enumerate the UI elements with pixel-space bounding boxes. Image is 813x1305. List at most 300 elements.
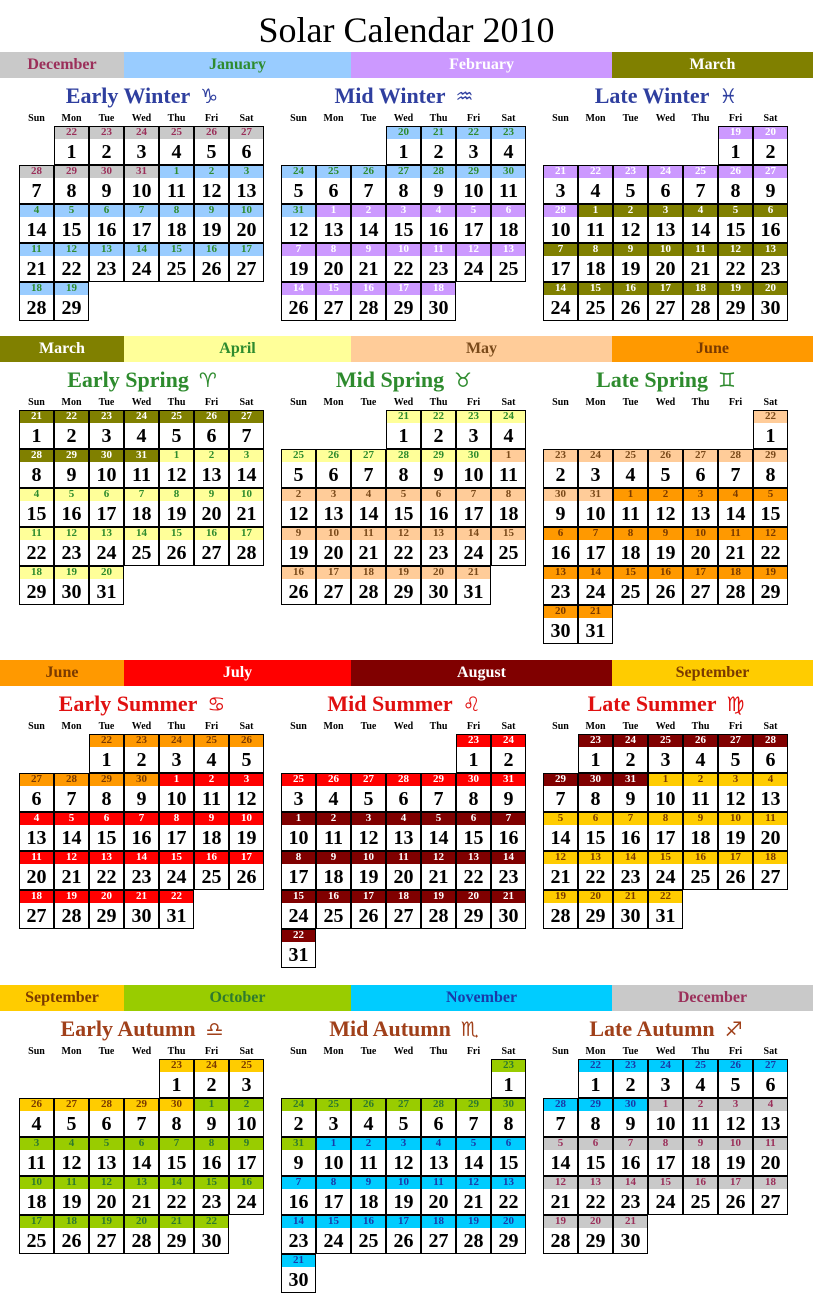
solar-day: 11: [499, 464, 518, 486]
solar-day: 6: [695, 464, 706, 486]
solar-day: 5: [241, 749, 252, 771]
solar-day: 5: [730, 1074, 741, 1096]
gregorian-date: 1: [281, 812, 316, 825]
day-cell: [194, 734, 229, 773]
day-cell: [351, 165, 386, 204]
day-cell: [386, 243, 421, 282]
gregorian-date: 6: [578, 812, 613, 825]
day-cell: [543, 282, 578, 321]
day-cell: [648, 1137, 683, 1176]
gregorian-date: 18: [421, 1215, 456, 1228]
gregorian-date: 17: [351, 890, 386, 903]
gregorian-date: 21: [421, 126, 456, 139]
day-cell: [351, 204, 386, 243]
gregorian-date: 2: [683, 1098, 718, 1111]
weekday-label: Mon: [61, 113, 82, 124]
gregorian-date: 12: [543, 1176, 578, 1189]
day-cell: [19, 851, 54, 890]
gregorian-date: 17: [229, 851, 264, 864]
day-cell: [316, 890, 351, 929]
day-cell: [386, 1137, 421, 1176]
gregorian-date: 23: [159, 1059, 194, 1072]
day-cell: [543, 1098, 578, 1137]
gregorian-date: 16: [351, 1215, 386, 1228]
solar-day: 15: [393, 503, 414, 525]
solar-day: 11: [359, 1152, 378, 1174]
day-cell: [648, 488, 683, 527]
solar-day: 1: [468, 749, 479, 771]
solar-day: 11: [691, 788, 710, 810]
gregorian-date: 28: [19, 165, 54, 178]
gregorian-date: 17: [316, 566, 351, 579]
solar-day: 7: [555, 788, 566, 810]
day-cell: [89, 1176, 124, 1215]
day-cell: [718, 851, 753, 890]
solar-day: 29: [166, 1230, 187, 1252]
solar-day: 25: [690, 1191, 711, 1213]
day-cell: [421, 165, 456, 204]
weekday-label: Sat: [501, 113, 516, 124]
day-cell: [753, 410, 788, 449]
gregorian-date: 15: [648, 1176, 683, 1189]
solar-day: 28: [550, 905, 571, 927]
gregorian-date: 29: [753, 449, 788, 462]
month-bar: June: [612, 336, 813, 362]
solar-day: 6: [206, 425, 217, 447]
day-cell: [124, 1137, 159, 1176]
solar-day: 18: [26, 1191, 47, 1213]
gregorian-date: 23: [613, 1059, 648, 1072]
weekday-label: Fri: [204, 397, 219, 408]
day-cell: [753, 1059, 788, 1098]
day-cell: [456, 851, 491, 890]
gregorian-date: 8: [578, 243, 613, 256]
day-cell: [578, 165, 613, 204]
gregorian-date: 22: [456, 126, 491, 139]
solar-day: 11: [499, 180, 518, 202]
solar-day: 14: [61, 827, 82, 849]
gregorian-date: 22: [578, 1059, 613, 1072]
solar-day: 29: [585, 1230, 606, 1252]
gregorian-date: 22: [281, 929, 316, 942]
gregorian-date: 10: [229, 488, 264, 501]
solar-day: 23: [620, 1191, 641, 1213]
weekday-label: Tue: [360, 1046, 377, 1057]
solar-day: 11: [202, 788, 221, 810]
gregorian-date: 19: [543, 890, 578, 903]
solar-day: 28: [131, 1230, 152, 1252]
solar-day: 17: [236, 1152, 257, 1174]
day-cell: [613, 1059, 648, 1098]
gregorian-date: 4: [19, 488, 54, 501]
gregorian-date: 28: [421, 1098, 456, 1111]
weekday-label: Sat: [763, 113, 778, 124]
solar-day: 24: [655, 1191, 676, 1213]
day-cell: [54, 1215, 89, 1254]
gregorian-date: 25: [648, 734, 683, 747]
day-cell: [194, 851, 229, 890]
solar-day: 7: [66, 788, 77, 810]
solar-day: 11: [621, 503, 640, 525]
solar-day: 25: [26, 1230, 47, 1252]
solar-day: 16: [428, 503, 449, 525]
gregorian-date: 18: [19, 890, 54, 903]
day-cell: [683, 1098, 718, 1137]
gregorian-date: 17: [648, 282, 683, 295]
weekday-label: Tue: [622, 397, 639, 408]
weekday-label: Mon: [585, 113, 606, 124]
gregorian-date: 24: [491, 734, 526, 747]
day-cell: [124, 243, 159, 282]
gregorian-date: 11: [421, 1176, 456, 1189]
solar-day: 11: [586, 219, 605, 241]
solar-day: 18: [620, 542, 641, 564]
solar-day: 19: [358, 866, 379, 888]
solar-day: 29: [26, 581, 47, 603]
day-cell: [456, 165, 491, 204]
gregorian-date: 10: [683, 527, 718, 540]
day-cell: [351, 812, 386, 851]
solar-day: 20: [393, 866, 414, 888]
gregorian-date: 18: [54, 1215, 89, 1228]
gregorian-date: 18: [718, 566, 753, 579]
weekday-label: Sat: [501, 721, 516, 732]
solar-day: 31: [96, 581, 117, 603]
day-cell: [648, 527, 683, 566]
day-cell: [386, 812, 421, 851]
solar-day: 4: [136, 425, 147, 447]
weekday-label: Mon: [323, 113, 344, 124]
season-title: [523, 690, 809, 718]
zodiac-icon: ♌: [462, 692, 481, 716]
gregorian-date: 31: [124, 165, 159, 178]
solar-day: 19: [620, 258, 641, 280]
day-cell: [753, 449, 788, 488]
gregorian-date: 18: [351, 566, 386, 579]
gregorian-date: 13: [543, 566, 578, 579]
solar-day: 24: [166, 866, 187, 888]
solar-day: 21: [463, 1191, 484, 1213]
gregorian-date: 3: [718, 1098, 753, 1111]
day-cell: [386, 204, 421, 243]
day-cell: [543, 165, 578, 204]
weekday-label: Thu: [167, 397, 186, 408]
weekday-label: Fri: [728, 397, 743, 408]
solar-day: 23: [288, 1230, 309, 1252]
day-cell: [753, 1098, 788, 1137]
day-cell: [229, 243, 264, 282]
day-cell: [19, 282, 54, 321]
day-cell: [456, 812, 491, 851]
solar-day: 9: [136, 788, 147, 810]
day-cell: [578, 449, 613, 488]
day-cell: [753, 1176, 788, 1215]
weekday-label: Mon: [323, 721, 344, 732]
weekday-label: Fri: [728, 721, 743, 732]
weekday-label: Sat: [763, 721, 778, 732]
gregorian-date: 16: [316, 890, 351, 903]
gregorian-date: 12: [54, 527, 89, 540]
season-title: [523, 1015, 809, 1043]
solar-day: 2: [433, 425, 444, 447]
day-cell: [89, 126, 124, 165]
zodiac-icon: ♉: [454, 368, 473, 392]
day-cell: [159, 1098, 194, 1137]
day-cell: [491, 410, 526, 449]
day-cell: [718, 488, 753, 527]
gregorian-date: 31: [578, 488, 613, 501]
gregorian-date: 14: [613, 1176, 648, 1189]
day-cell: [159, 1059, 194, 1098]
day-cell: [613, 1215, 648, 1254]
solar-day: 23: [620, 866, 641, 888]
weekday-label: Fri: [204, 1046, 219, 1057]
gregorian-date: 3: [683, 488, 718, 501]
day-cell: [613, 527, 648, 566]
solar-day: 29: [760, 581, 781, 603]
day-cell: [386, 165, 421, 204]
day-cell: [613, 812, 648, 851]
gregorian-date: 25: [159, 410, 194, 423]
gregorian-date: 15: [316, 282, 351, 295]
day-cell: [194, 1098, 229, 1137]
gregorian-date: 7: [456, 488, 491, 501]
day-cell: [19, 1176, 54, 1215]
gregorian-date: 14: [613, 851, 648, 864]
day-cell: [281, 566, 316, 605]
day-cell: [543, 243, 578, 282]
gregorian-date: 21: [613, 890, 648, 903]
solar-day: 29: [393, 297, 414, 319]
day-cell: [316, 1215, 351, 1254]
solar-day: 26: [358, 905, 379, 927]
day-cell: [648, 1059, 683, 1098]
gregorian-date: 2: [683, 773, 718, 786]
gregorian-date: 19: [54, 566, 89, 579]
day-cell: [89, 243, 124, 282]
solar-day: 19: [236, 827, 257, 849]
day-cell: [194, 812, 229, 851]
day-cell: [194, 204, 229, 243]
solar-day: 9: [625, 788, 636, 810]
day-cell: [54, 1137, 89, 1176]
season-name: Late Spring: [596, 367, 708, 392]
season-title: [261, 82, 547, 110]
solar-day: 21: [550, 1191, 571, 1213]
gregorian-date: 9: [281, 527, 316, 540]
solar-day: 20: [201, 503, 222, 525]
gregorian-date: 22: [578, 165, 613, 178]
day-cell: [648, 566, 683, 605]
day-cell: [19, 1137, 54, 1176]
solar-day: 23: [550, 581, 571, 603]
solar-day: 16: [620, 827, 641, 849]
gregorian-date: 17: [229, 527, 264, 540]
day-cell: [229, 1098, 264, 1137]
day-cell: [718, 1176, 753, 1215]
gregorian-date: 13: [89, 851, 124, 864]
day-cell: [281, 243, 316, 282]
gregorian-date: 19: [718, 282, 753, 295]
gregorian-date: 21: [386, 410, 421, 423]
weekday-label: Sat: [239, 1046, 254, 1057]
gregorian-date: 5: [54, 812, 89, 825]
gregorian-date: 6: [578, 1137, 613, 1150]
day-cell: [578, 1176, 613, 1215]
day-cell: [351, 851, 386, 890]
solar-day: 28: [61, 905, 82, 927]
day-cell: [229, 734, 264, 773]
gregorian-date: 19: [386, 566, 421, 579]
day-cell: [491, 812, 526, 851]
zodiac-icon: ♒: [455, 84, 474, 108]
gregorian-date: 20: [89, 890, 124, 903]
day-cell: [386, 126, 421, 165]
solar-day: 22: [393, 258, 414, 280]
solar-day: 4: [503, 425, 514, 447]
gregorian-date: 9: [683, 1137, 718, 1150]
solar-day: 9: [206, 1113, 217, 1135]
day-cell: [456, 734, 491, 773]
solar-day: 18: [498, 503, 519, 525]
day-cell: [491, 527, 526, 566]
solar-day: 3: [468, 141, 479, 163]
gregorian-date: 10: [19, 1176, 54, 1189]
day-cell: [456, 1215, 491, 1254]
gregorian-date: 24: [648, 165, 683, 178]
gregorian-date: 24: [613, 734, 648, 747]
day-cell: [316, 243, 351, 282]
solar-day: 28: [725, 581, 746, 603]
weekday-label: Wed: [393, 1046, 414, 1057]
day-cell: [54, 527, 89, 566]
day-cell: [281, 449, 316, 488]
gregorian-date: 5: [421, 812, 456, 825]
solar-day: 13: [760, 1113, 781, 1135]
day-cell: [281, 1098, 316, 1137]
solar-day: 4: [625, 464, 636, 486]
day-cell: [648, 851, 683, 890]
month-bar: August: [351, 660, 612, 686]
solar-day: 24: [655, 866, 676, 888]
day-cell: [683, 488, 718, 527]
day-cell: [54, 812, 89, 851]
gregorian-date: 19: [543, 1215, 578, 1228]
solar-day: 14: [463, 1152, 484, 1174]
solar-day: 30: [428, 581, 449, 603]
day-cell: [683, 1059, 718, 1098]
season-title: [0, 82, 285, 110]
solar-day: 7: [468, 1113, 479, 1135]
gregorian-date: 16: [229, 1176, 264, 1189]
solar-day: 27: [655, 297, 676, 319]
solar-day: 30: [760, 297, 781, 319]
gregorian-date: 2: [194, 449, 229, 462]
season-calendar: [543, 688, 789, 978]
gregorian-date: 18: [683, 282, 718, 295]
gregorian-date: 6: [89, 488, 124, 501]
solar-day: 5: [398, 1113, 409, 1135]
solar-day: 12: [288, 219, 309, 241]
gregorian-date: 1: [194, 1098, 229, 1111]
month-bar: December: [0, 52, 124, 78]
gregorian-date: 28: [386, 773, 421, 786]
day-cell: [613, 734, 648, 773]
solar-day: 12: [236, 788, 257, 810]
solar-day: 13: [201, 464, 222, 486]
solar-day: 17: [96, 503, 117, 525]
day-cell: [683, 243, 718, 282]
day-cell: [491, 488, 526, 527]
gregorian-date: 28: [718, 449, 753, 462]
solar-day: 16: [61, 503, 82, 525]
gregorian-date: 11: [386, 851, 421, 864]
solar-day: 2: [66, 425, 77, 447]
gregorian-date: 1: [316, 1137, 351, 1150]
zodiac-icon: ♑: [200, 84, 219, 108]
weekday-label: Sun: [28, 397, 45, 408]
day-cell: [613, 1176, 648, 1215]
gregorian-date: 29: [421, 449, 456, 462]
solar-day: 7: [136, 1113, 147, 1135]
solar-day: 17: [463, 503, 484, 525]
gregorian-date: 10: [718, 1137, 753, 1150]
gregorian-date: 10: [316, 527, 351, 540]
day-cell: [54, 243, 89, 282]
day-cell: [456, 1176, 491, 1215]
solar-day: 28: [690, 297, 711, 319]
solar-day: 8: [468, 788, 479, 810]
weekday-label: Fri: [466, 1046, 481, 1057]
solar-day: 19: [725, 1152, 746, 1174]
day-cell: [281, 929, 316, 968]
gregorian-date: 21: [159, 1215, 194, 1228]
day-cell: [351, 890, 386, 929]
day-cell: [648, 243, 683, 282]
day-cell: [648, 773, 683, 812]
solar-day: 12: [358, 827, 379, 849]
gregorian-date: 9: [613, 243, 648, 256]
weekday-label: Tue: [360, 397, 377, 408]
solar-day: 19: [393, 1191, 414, 1213]
solar-day: 19: [288, 258, 309, 280]
solar-day: 24: [323, 1230, 344, 1252]
weekday-label: Sun: [290, 397, 307, 408]
solar-day: 9: [433, 180, 444, 202]
solar-day: 25: [131, 542, 152, 564]
gregorian-date: 26: [351, 1098, 386, 1111]
day-cell: [281, 282, 316, 321]
solar-day: 7: [730, 464, 741, 486]
day-cell: [421, 1176, 456, 1215]
day-cell: [613, 243, 648, 282]
gregorian-date: 1: [613, 488, 648, 501]
gregorian-date: 9: [194, 812, 229, 825]
gregorian-date: 5: [456, 1137, 491, 1150]
season-name: Mid Winter: [334, 83, 446, 108]
day-cell: [281, 1254, 316, 1293]
solar-day: 26: [620, 297, 641, 319]
solar-day: 26: [236, 866, 257, 888]
day-cell: [456, 449, 491, 488]
solar-day: 3: [660, 749, 671, 771]
day-cell: [229, 410, 264, 449]
solar-day: 12: [620, 219, 641, 241]
weekday-label: Sat: [239, 721, 254, 732]
solar-day: 13: [96, 1152, 117, 1174]
solar-day: 13: [323, 503, 344, 525]
gregorian-date: 15: [159, 243, 194, 256]
